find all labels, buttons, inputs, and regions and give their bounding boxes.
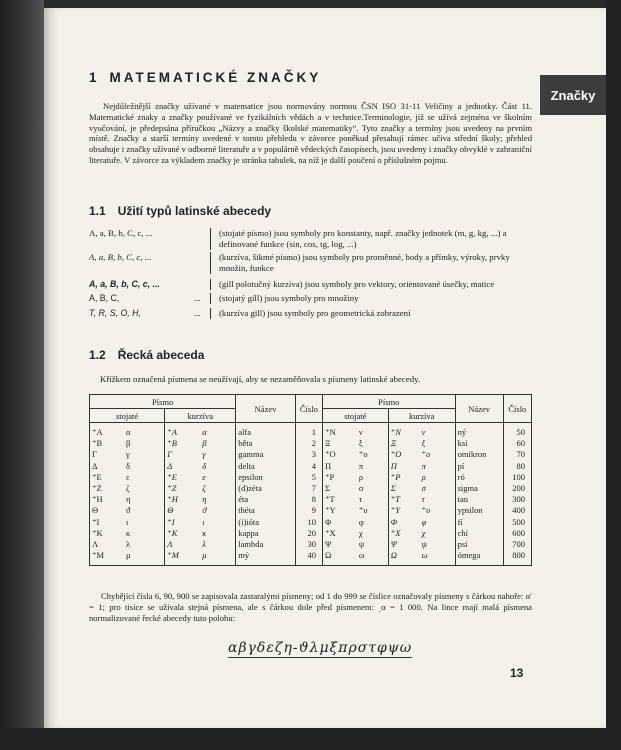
italic-small: ρ [421,471,426,482]
italic-capital: ⁺M [165,550,201,566]
letter-name: lambda [236,539,296,550]
latin-row-gill [89,293,535,304]
italic-capital: Φ [388,517,419,528]
italic-small: λ [202,539,206,550]
letter-number: 5 [295,472,322,483]
header-nazev: Název [236,395,296,423]
subsection-title: Užití typů latinské abecedy [117,204,272,218]
letter-name: mý [236,550,296,566]
letter-name: psí [455,539,503,550]
upright-capital: ⁺H [90,494,124,505]
italic-capital: ⁺H [165,494,201,505]
italic-capital: Θ [165,505,201,516]
upright-capital: Ξ [322,438,356,449]
italic-capital: ⁺Z [165,483,201,494]
italic-capital: Π [388,461,419,472]
letter-number: 20 [295,528,322,539]
letter-name: ypsilon [455,505,503,516]
latin-row-bold-italic [89,279,535,290]
scan-edge-right [606,0,621,750]
letter-name: alfa [236,423,296,439]
italic-small: γ [202,449,206,460]
header-pismo: Písmo [90,395,236,409]
italic-small: β [202,438,207,449]
italic-capital: Ξ [388,438,419,449]
italic-small: σ [421,483,426,494]
upright-small: π [358,460,364,471]
upright-capital: Π [322,461,356,472]
letter-number: 100 [503,472,531,483]
italic-capital: ⁺I [165,517,201,528]
letter-number: 500 [503,517,531,528]
upright-small: β [125,438,131,449]
italic-small: ε [202,471,206,482]
header-kurziva: kurzíva [388,409,455,423]
letter-name: fí [455,517,503,528]
letter-name: chí [455,528,503,539]
italic-small: η [202,494,207,505]
greek-alphabet-table [89,394,532,566]
latin-description: (stojaté písmo) jsou symboly pro konstanty, např. značky jednotek (m, g, kg, ...) a definované funkce (sin, cos, tg, log, ...) [210,228,535,250]
latin-row-upright [89,228,535,250]
upright-small: ξ [358,438,363,449]
letter-name: (d)zéta [236,483,296,494]
latin-dots [194,252,210,274]
table-row [90,472,532,483]
latin-symbols: T, R, S, O, H, [89,308,141,318]
upright-small: ν [358,427,363,437]
italic-small: ⁺υ [421,505,430,516]
upright-capital: Γ [90,449,124,460]
italic-capital: ⁺K [165,528,201,539]
upright-small: ⁺o [358,449,368,460]
header-cislo: Číslo [295,395,322,423]
italic-capital: ⁺E [165,472,201,483]
latin-description: (kurzíva, šikmé písmo) jsou symboly pro proměnné, body a přímky, výroky, prvky množin, funkce [210,252,535,274]
upright-capital: ⁺B [90,438,124,449]
upright-small: ε [125,471,130,482]
upright-capital: ⁺X [322,528,356,539]
side-tab: Značky [540,75,606,115]
upright-small: ψ [358,539,365,550]
italic-capital: ⁺T [388,494,419,505]
subsection-title: Řecká abeceda [117,348,205,362]
header-cislo: Číslo [503,395,531,423]
italic-small: ξ [421,438,426,449]
letter-name: epsilon [236,472,296,483]
italic-capital: Δ [165,461,201,472]
latin-symbols: A, a, B, b, C, c, ... [89,228,153,238]
letter-number: 8 [295,494,322,505]
letter-number: 2 [295,438,322,449]
header-nazev: Název [455,395,503,423]
upright-capital: Ψ [322,539,356,550]
letter-number: 70 [503,449,531,460]
table-row [90,494,532,505]
italic-small: φ [421,516,427,527]
upright-capital: ⁺E [90,472,124,483]
subsection-number: 1.2 [89,348,106,362]
subsection-number: 1.1 [89,204,106,218]
latin-dots: ... [194,308,201,318]
letter-number: 10 [295,517,322,528]
upright-capital: Σ [322,483,356,494]
italic-capital: ⁺O [388,449,419,460]
upright-capital: Δ [90,461,124,472]
upright-capital: ⁺M [90,550,124,566]
italic-small: τ [421,494,425,505]
letter-number: 80 [503,461,531,472]
upright-capital: Φ [322,517,356,528]
upright-capital: ⁺T [322,494,356,505]
letter-number: 50 [503,423,531,439]
upright-capital: Ω [322,550,356,566]
upright-small: ζ [125,483,130,494]
upright-small: τ [358,494,363,505]
italic-small: π [421,460,426,471]
upright-capital: ⁺K [90,528,124,539]
letter-number: 7 [295,483,322,494]
upright-small: ϑ [125,505,131,516]
letter-number: 3 [295,449,322,460]
letter-number: 700 [503,539,531,550]
upright-capital: ⁺O [322,449,356,460]
italic-capital: Γ [165,449,201,460]
letter-number: 40 [295,550,322,566]
upright-small: η [125,494,131,505]
latin-symbols: A, a, B, b, C, c, ... [89,279,160,289]
italic-small: ζ [202,483,206,494]
latin-description: (gill polotučný kurzíva) jsou symboly pro vektory, orientované úsečky, matice [210,279,535,290]
header-pismo: Písmo [322,395,455,409]
upright-small: σ [358,483,364,494]
italic-small: δ [202,460,207,471]
table-row [90,528,532,539]
italic-capital: ⁺Y [388,505,419,516]
upright-small: λ [125,539,131,550]
letter-number: 800 [503,550,531,566]
letter-name: tau [455,494,503,505]
header-stojate: stojaté [322,409,388,423]
section-heading [89,70,321,85]
letter-number: 30 [295,539,322,550]
italic-small: μ [200,550,236,566]
letter-name: omikron [455,449,503,460]
upright-small: κ [125,527,131,538]
italic-small: ν [421,427,426,437]
header-kurziva: kurzíva [165,409,236,423]
subsection-heading-latin [89,204,271,218]
letter-number: 9 [295,505,322,516]
letter-name: pí [455,461,503,472]
intro-paragraph: Nejdůležitější značky užívané v matematice jsou normovány normou ČSN ISO 31-11 Veličiny a jednotky. Část 11. Matematické znaky a značky používané ve fyzikálních vědách a v technice.Terminologie, již se užívá zejména ve školním vyučování, je předepsána příručkou „Názvy a značky školské matematiky“. Tyto značky a termíny jsou uvedeny na prvním místě. Značky a starší termíny uvedené v tomto přehledu v závorce poněkud přesahují rámec učiva střední školy; přehled obsahuje i značky užívané v odborné literatuře a v populárně vědeckých časopisech, jsou uvedeny i značky obvyklé v zahraniční literatuře. V závorce za výkladem značky je stránka tabulek, na níž je další poučení o příslušném pojmu. [89,101,532,165]
italic-capital: Ψ [388,539,419,550]
letter-name: běta [236,438,296,449]
upright-capital: Θ [90,505,124,516]
upright-capital: ⁺Y [322,505,356,516]
latin-dots [194,279,210,290]
letter-number: 400 [503,505,531,516]
latin-description: (stojatý gill) jsou symboly pro množiny [210,293,535,304]
upright-small: α [125,427,131,437]
upright-small: ρ [358,471,364,482]
letter-name: (i)ióta [236,517,296,528]
italic-small: ι [202,516,205,527]
greek-table-body [90,423,532,566]
greek-note: Křížkem označená písmena se neužívají, aby se nezaměňovala s písmeny latinské abecedy. [100,374,421,384]
letter-name: ró [455,472,503,483]
letter-name: sigma [455,483,503,494]
letter-number: 600 [503,528,531,539]
table-row [90,438,532,449]
italic-small: ψ [421,539,427,550]
numerals-note: Chybějící čísla 6, 90, 900 se zapisovala zastaralými písmeny; od 1 do 999 se číslice označovaly písmeny s čárkou nahoře: α′ = 1; pro tisíce se užívala stejná písmena, ale s čárkou dole před písmenem: ͵α = 1 000. Na lince mají malá písmena normalizované řecké abecedy tuto polohu: [89,591,532,623]
letter-name: kappa [236,528,296,539]
page-number: 13 [510,666,524,680]
upright-small: ⁺υ [358,505,368,516]
italic-capital: ⁺X [388,528,419,539]
letter-name: éta [236,494,296,505]
latin-row-italic [89,252,535,274]
upright-small: φ [358,516,364,527]
upright-small: ω [357,550,388,566]
table-row [90,423,532,439]
upright-small: χ [358,527,363,538]
italic-capital: Ω [388,550,419,566]
italic-capital: ⁺A [165,423,201,439]
italic-capital: ⁺P [388,472,419,483]
italic-small: κ [202,527,207,538]
cursive-alphabet-line: αβγδεζη-ϑλμξπρστφψω [228,640,413,656]
table-header-row [90,395,532,409]
italic-small: ⁺o [421,449,431,460]
upright-capital: ⁺P [322,472,356,483]
letter-name: ómega [455,550,503,566]
letter-number: 4 [295,461,322,472]
table-row [90,483,532,494]
table-row [90,517,532,528]
upright-small: δ [125,460,130,471]
letter-number: 300 [503,494,531,505]
table-row [90,539,532,550]
latin-dots: ... [194,293,201,303]
letter-name: ný [455,423,503,439]
italic-capital: Σ [388,483,419,494]
latin-symbols: A, a, B, b, C, c, ... [89,252,152,262]
table-row [90,461,532,472]
latin-dots [194,228,210,250]
section-number: 1 [89,70,100,85]
latin-symbols: A, B, C, [89,293,120,303]
upright-small: ι [125,516,129,527]
section-title: MATEMATICKÉ ZNAČKY [109,70,322,85]
italic-capital: Λ [165,539,201,550]
table-row [90,449,532,460]
letter-name: delta [236,461,296,472]
letter-number: 200 [503,483,531,494]
letter-name: théta [236,505,296,516]
table-row [90,550,532,566]
upright-small: γ [125,449,130,460]
italic-small: α [202,427,207,437]
letter-name: gamma [236,449,296,460]
italic-small: ω [420,550,456,566]
upright-capital: ⁺Z [90,483,124,494]
subsection-heading-greek [89,348,204,362]
letter-number: 60 [503,438,531,449]
italic-small: ϑ [202,505,207,516]
table-row [90,505,532,516]
italic-capital: ⁺N [388,423,419,439]
latin-row-gill-italic [89,308,535,319]
italic-small: χ [421,527,426,538]
upright-capital: ⁺A [90,423,124,439]
scan-edge-left [0,0,44,750]
latin-description: (kurzíva gill) jsou symboly pro geometrická zobrazení [210,308,535,319]
letter-number: 1 [295,423,322,439]
upright-capital: ⁺I [90,517,124,528]
upright-small: μ [124,550,165,566]
upright-capital: ⁺N [322,423,356,439]
letter-name: ksí [455,438,503,449]
header-stojate: stojaté [90,409,165,423]
upright-capital: Λ [90,539,124,550]
italic-capital: ⁺B [165,438,201,449]
scan-edge-bottom [0,728,621,750]
